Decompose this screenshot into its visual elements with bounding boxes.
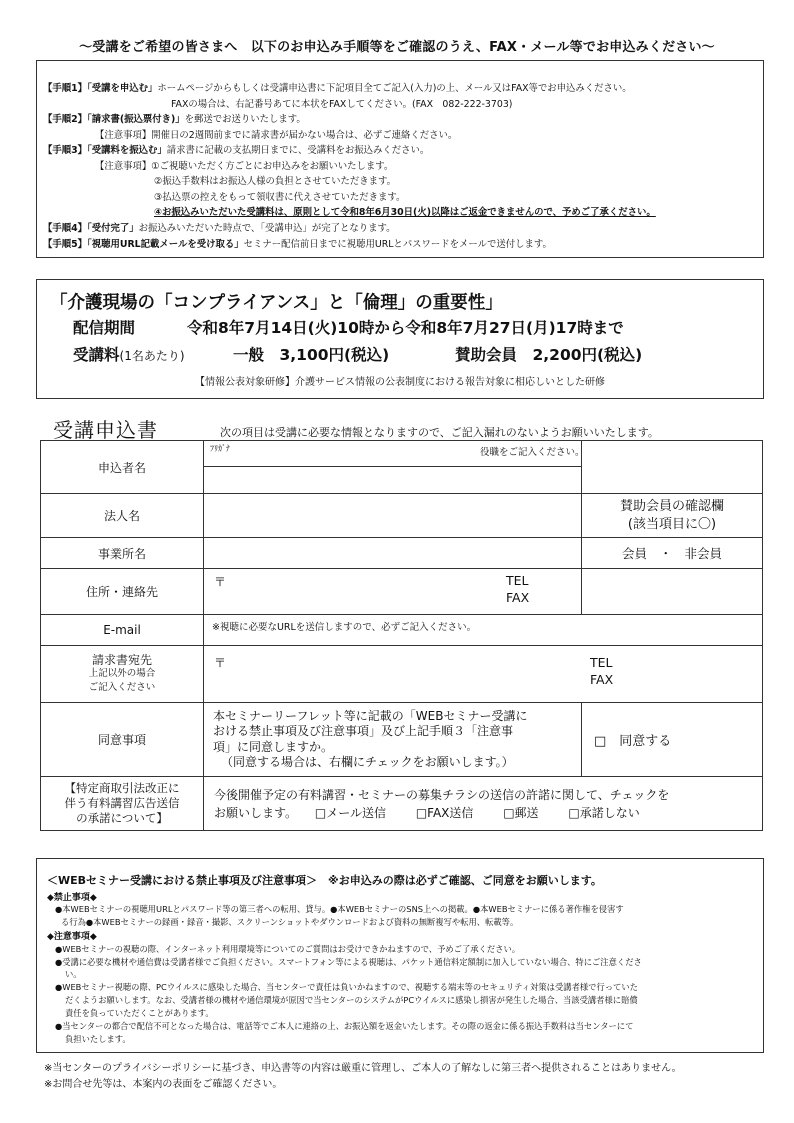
invoice-field[interactable] (204, 646, 763, 703)
notes-title: ＜WEBセミナー受講における禁止事項及び注意事項＞ ※お申込みの際は必ずご確認、ご同意をお願いします。 (47, 874, 602, 887)
office-label: 事業所名 (41, 538, 204, 569)
tel-label: TEL (506, 573, 529, 588)
invoice-sub-2: ご記入ください (88, 682, 156, 693)
email-hint: ※視聴に必要なURLを送信しますので、必ずご記入ください。 (212, 622, 477, 633)
page-header: ～受講をご希望の皆さまへ 以下のお申込み手順等をご確認のうえ、FAX・メール等でお申込みください～ (79, 40, 715, 55)
step-1-label: 【手順1】「受講を申込む」 (43, 83, 158, 94)
step-3-note-1: 【注意事項】①ご視聴いただく方ごとにお申込みをお願いいたします。 (95, 161, 394, 172)
fee-label-text: 受講料 (73, 346, 120, 364)
email-label: E-mail (41, 615, 204, 646)
consent-text (204, 703, 582, 777)
caution-4b: 負担いたします。 (65, 1034, 131, 1044)
caution-title: ◆注意事項◆ (47, 932, 97, 942)
prohibited-2: る行為●本WEBセミナーの録画・録音・撮影、スクリーンショットやダウンロードおよび資料の無断複写や転用、転載等。 (61, 917, 519, 927)
law-label-2: 伴う有料講習広告送信 (64, 796, 180, 810)
postal-mark: 〒 (214, 575, 227, 589)
member-options[interactable]: 会員 ・ 非会員 (582, 538, 763, 569)
law-consent (204, 777, 763, 831)
invoice-label: 請求書宛先 (91, 653, 152, 667)
law-label-1: 【特定商取引法改正に (64, 781, 180, 795)
privacy-note: ※当センターのプライバシーポリシーに基づき、申込書等の内容は厳重に管理し、ご本人の了解なしに第三者へ提供されることはありません。 (44, 1063, 682, 1074)
caution-1: ●WEBセミナーの視聴の際、インターネット利用環境等についてのご質問はお受けできかねますので、予めご了承ください。 (55, 944, 521, 954)
law-text: 今後開催予定の有料講習・セミナーの募集チラシの送信の許諾に関して、チェックを (214, 787, 670, 802)
step-5-label: 【手順5】「視聴用URL記載メールを受け取る」 (43, 239, 244, 250)
opt-fax-checkbox[interactable]: □FAX送信 (415, 805, 474, 820)
fax-label: FAX (506, 590, 530, 605)
step-5-text: セミナー配信前日までに視聴用URLとパスワードをメールで送付します。 (243, 239, 552, 250)
law-label-cell (41, 777, 204, 831)
invoice-contact (590, 654, 613, 688)
caution-3c: 責任を負っていただくことがあります。 (65, 1008, 214, 1018)
application-steps (36, 60, 764, 258)
consent-line-4: （同意する場合は、右欄にチェックをお願いします。） (221, 755, 514, 769)
fee-general: 一般 3,100円(税込) (233, 346, 390, 364)
step-3-note-2: ②振込手数料はお振込人様の負担とさせていただきます。 (154, 176, 397, 187)
position-hint: 役職をご記入ください。 (480, 447, 585, 458)
seminar-info (36, 279, 764, 399)
invoice-postal-mark: 〒 (214, 656, 227, 670)
position-field[interactable] (480, 441, 763, 494)
step-2 (43, 111, 306, 125)
step-4 (43, 220, 395, 234)
email-field[interactable] (204, 615, 763, 646)
law-text-2: お願いします。 (214, 805, 298, 820)
prohibited-title: ◆禁止事項◆ (47, 893, 97, 903)
member-check-title: 賛助会員の確認欄 (619, 498, 724, 514)
member-check-sub: (該当項目に〇) (627, 516, 717, 532)
caution-2b: い。 (65, 969, 82, 979)
step-3-text: 請求書に記載の支払期日までに、受講料をお振込みください。 (166, 145, 430, 156)
contact-note: ※お問合せ先等は、本案内の表面をご確認ください。 (44, 1079, 283, 1090)
step-3 (43, 142, 429, 156)
seminar-title: 「介護現場の「コンプライアンス」と「倫理」の重要性」 (50, 293, 503, 313)
consent-line-1: 本セミナーリーフレット等に記載の「WEBセミナー受講に (213, 708, 528, 723)
step-3-note-3: ③払込票の控えをもって領収書に代えさせていただきます。 (154, 192, 406, 203)
invoice-fax-label: FAX (590, 672, 614, 687)
law-label-3: の承諾について】 (76, 811, 168, 825)
consent-line-3: 項」に同意しますか。 (213, 739, 334, 754)
step-1-fax: FAXの場合は、右記番号あてに本状をFAXしてください。(FAX 082-222-3703) (171, 99, 513, 110)
consent-line-2: おける禁止事項及び注意事項」及び上記手順３「注意事 (213, 724, 514, 738)
law-options-row (214, 804, 762, 822)
seminar-note: 【情報公表対象研修】介護サービス情報の公表制度における報告対象に相応しいとした研修 (195, 377, 605, 388)
address-label: 住所・連絡先 (41, 569, 204, 615)
furigana-hint: ﾌﾘｶﾞﾅ (210, 444, 230, 453)
form-title: 受講申込書 (53, 418, 158, 442)
consent-checkbox[interactable]: □ 同意する (582, 703, 763, 777)
fee-label (73, 343, 185, 365)
step-4-text: お振込みいただいた時点で、「受講申込」が完了となります。 (138, 223, 396, 234)
step-2-label: 【手順2】「請求書(振込票付き)」 (43, 114, 185, 125)
period-label: 配信期間 (73, 319, 136, 337)
step-2-text: を郵送でお送りいたします。 (184, 114, 306, 125)
consent-label: 同意事項 (41, 703, 204, 777)
step-5 (43, 236, 552, 250)
fee-member: 賛助会員 2,200円(税込) (455, 346, 643, 364)
invoice-label-cell (41, 646, 204, 703)
caution-2: ●受講に必要な機材や通信費は受講者様でご負担ください。スマートフォン等による視聴は、パケット通信料定額制に加入していない場合、特にご注意くださ (55, 957, 642, 967)
caution-3b: だくようお願いします。なお、受講者様の機材や通信環境が原因で当センターのシステムがPCウイルスに感染し損害が発生した場合、当該受講者様に賠償 (65, 995, 638, 1005)
applicant-name-field[interactable] (204, 467, 582, 494)
step-2-note: 【注意事項】開催日の2週間前までに請求書が届かない場合は、必ずご連絡ください。 (95, 130, 458, 141)
application-form (40, 440, 763, 831)
opt-decline-checkbox[interactable]: □承諾しない (568, 805, 640, 820)
applicant-label: 申込者名 (41, 441, 204, 494)
step-3-note-4: ④お振込みいただいた受講料は、原則として令和8年6月30日(火)以降はご返金できませんので、予めご了承ください。 (154, 207, 656, 218)
office-name-field[interactable] (204, 538, 582, 569)
step-3-label: 【手順3】「受講料を振込む」 (43, 145, 167, 156)
invoice-tel-label: TEL (590, 655, 613, 670)
prohibited-1: ●本WEBセミナーの視聴用URLとパスワード等の第三者への転用、貸与。●本WEBセミナーのSNS上への掲載。●本WEBセミナーに係る著作権を侵害す (55, 904, 624, 914)
step-1 (43, 80, 632, 94)
invoice-sub-1: 上記以外の場合 (88, 668, 156, 679)
opt-mail-checkbox[interactable]: □郵送 (503, 805, 539, 820)
opt-email-checkbox[interactable]: □メール送信 (314, 805, 386, 820)
corp-label: 法人名 (41, 494, 204, 538)
step-4-label: 【手順4】「受付完了」 (43, 223, 139, 234)
period-value: 令和8年7月14日(火)10時から令和8年7月27日(月)17時まで (187, 319, 624, 337)
fee-per: (1名あたり) (119, 349, 185, 363)
step-1-text: ホームページからもしくは受講申込書に下記項目全てご記入(入力)の上、メール又はFAX等でお申込みください。 (157, 83, 632, 94)
webinar-notes (36, 858, 764, 1053)
form-subtitle: 次の項目は受講に必要な情報となりますので、ご記入漏れのないようお願いいたします。 (220, 426, 659, 439)
corp-name-field[interactable] (204, 494, 582, 538)
caution-3: ●WEBセミナー視聴の際、PCウイルスに感染した場合、当センターで責任は負いかねますので、視聴する端末等のセキュリティ対策は受講者様で行っていた (55, 982, 638, 992)
contact-field[interactable] (506, 569, 763, 615)
caution-4: ●当センターの都合で配信不可となった場合は、電話等でご本人に連絡の上、お振込額を返金いたします。その際の返金に係る振込手数料は当センターにて (55, 1021, 634, 1031)
member-check-header (582, 494, 763, 538)
